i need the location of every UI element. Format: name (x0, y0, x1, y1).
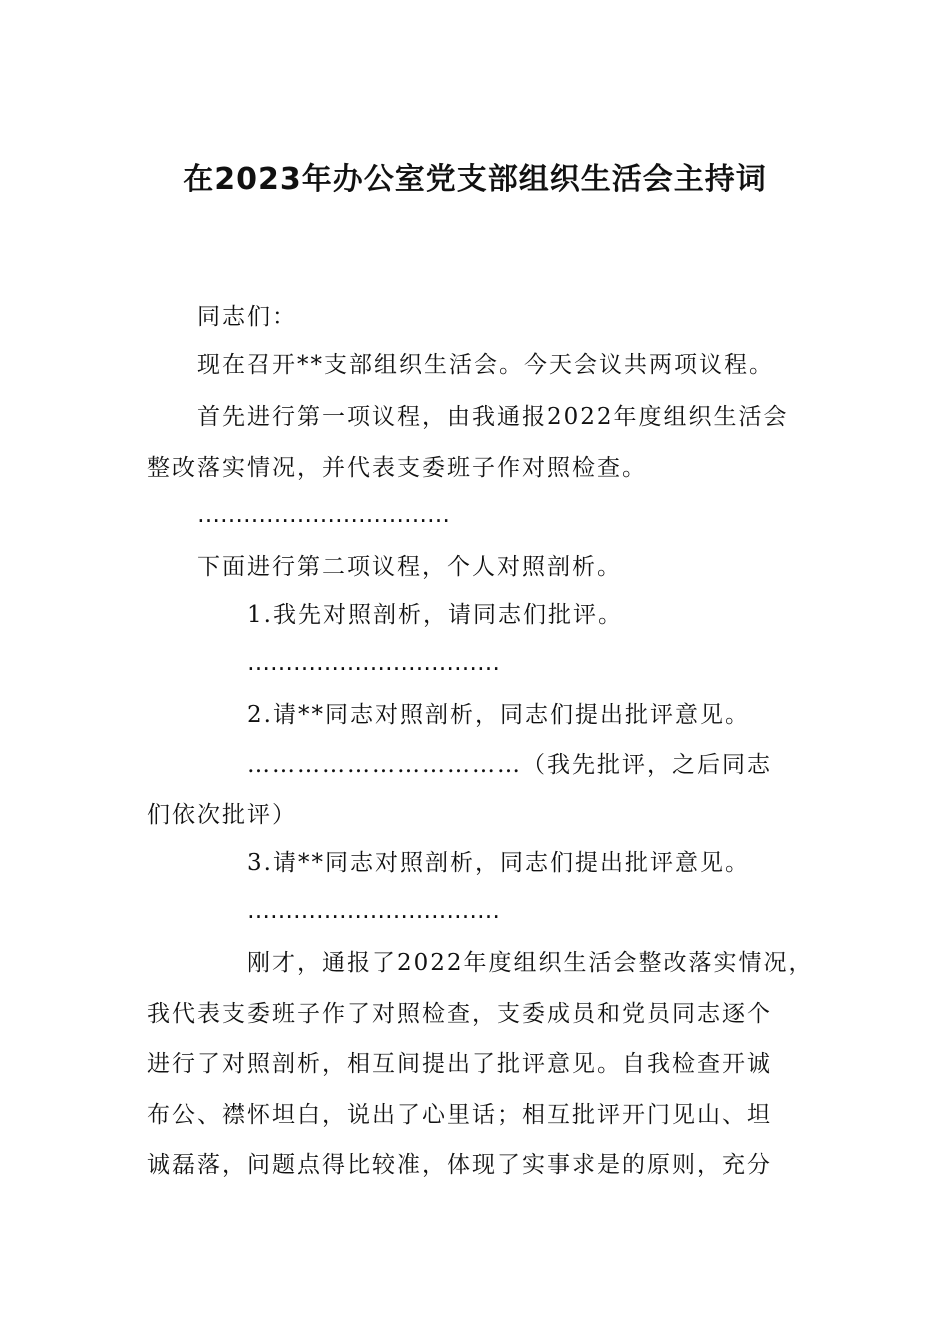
paragraph-line: 布公、襟怀坦白，说出了心里话；相互批评开门见山、坦 (147, 1102, 772, 1128)
list-item: 2.请**同志对照剖析，同志们提出批评意见。 (247, 702, 750, 728)
paragraph-line: 刚才，通报了2022年度组织生活会整改落实情况， (247, 950, 814, 976)
document-title: 在2023年办公室党支部组织生活会主持词 (183, 162, 767, 197)
paragraph-line: ……………………………（我先批评，之后同志 (247, 752, 772, 778)
paragraph-line: 现在召开**支部组织生活会。今天会议共两项议程。 (197, 352, 774, 378)
list-item: 1.我先对照剖析，请同志们批评。 (247, 602, 623, 628)
paragraph-line: 进行了对照剖析，相互间提出了批评意见。自我检查开诚 (147, 1051, 772, 1077)
ellipsis-line: …………………………… (197, 502, 450, 528)
paragraph-line: 下面进行第二项议程，个人对照剖析。 (197, 554, 622, 580)
ellipsis-line: …………………………… (247, 650, 500, 676)
salutation: 同志们： (197, 304, 297, 330)
ellipsis-line: …………………………… (247, 898, 500, 924)
paragraph-line: 首先进行第一项议程，由我通报2022年度组织生活会 (197, 404, 789, 430)
paragraph-line: 我代表支委班子作了对照检查，支委成员和党员同志逐个 (147, 1001, 772, 1027)
paragraph-line: 们依次批评） (147, 802, 297, 828)
paragraph-line: 整改落实情况，并代表支委班子作对照检查。 (147, 455, 647, 481)
list-item: 3.请**同志对照剖析，同志们提出批评意见。 (247, 850, 750, 876)
paragraph-line: 诚磊落，问题点得比较准，体现了实事求是的原则，充分 (147, 1152, 772, 1178)
